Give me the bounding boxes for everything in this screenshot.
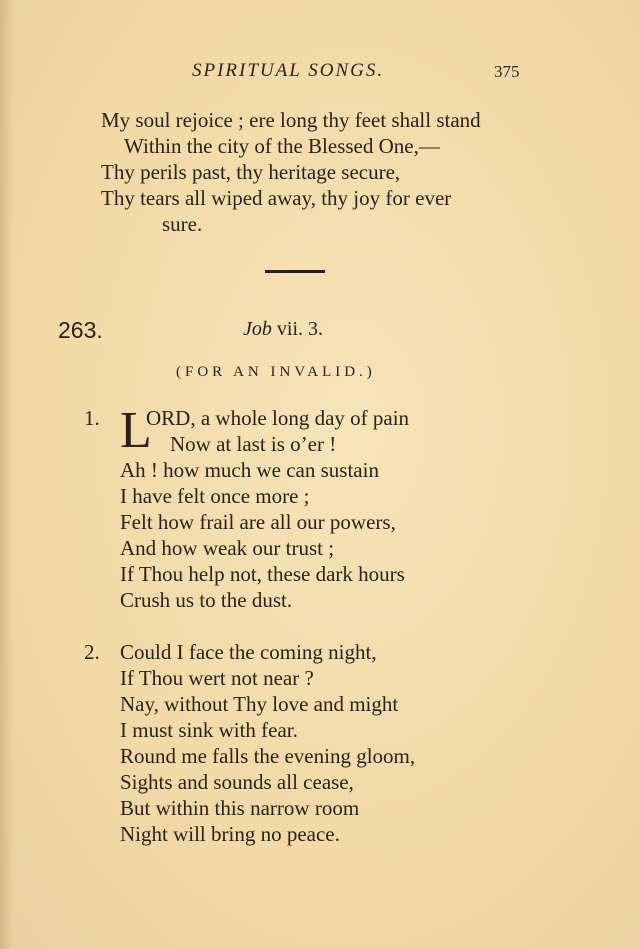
page-header xyxy=(0,60,640,88)
verse-line: But within this narrow room xyxy=(120,796,360,820)
verse-line: Within the city of the Blessed One,— xyxy=(124,134,440,158)
verse-line: Crush us to the dust. xyxy=(120,588,293,612)
scripture-book: Job xyxy=(243,318,272,340)
drop-cap: L xyxy=(120,402,152,459)
verse-line: Could I face the coming night, xyxy=(120,640,377,664)
verse-line: Ah ! how much we can sustain xyxy=(120,458,379,482)
verse-line: Thy perils past, thy heritage secure, xyxy=(101,160,401,184)
page-number: 375 xyxy=(494,62,520,81)
verse-line: Now at last is o’er ! xyxy=(170,432,337,456)
verse-line: And how weak our trust ; xyxy=(120,536,335,560)
verse-line: I have felt once more ; xyxy=(120,484,310,508)
section-divider-rule xyxy=(265,270,325,273)
verse-line: I must sink with fear. xyxy=(120,718,298,742)
verse-line: If Thou help not, these dark hours xyxy=(120,562,405,586)
verse-line: If Thou wert not near ? xyxy=(120,666,314,690)
verse-number: 1. xyxy=(84,406,100,430)
running-title: SPIRITUAL SONGS. xyxy=(192,60,385,81)
verse-line: sure. xyxy=(162,212,203,236)
verse-line: Round me falls the evening gloom, xyxy=(120,744,416,768)
verse-line: ORD, a whole long day of pain xyxy=(146,406,410,430)
scripture-reference xyxy=(243,318,323,341)
verse-line: Felt how frail are all our powers, xyxy=(120,510,396,534)
hymn-occasion: (FOR AN INVALID.) xyxy=(176,364,376,380)
verse-line: Sights and sounds all cease, xyxy=(120,770,354,794)
verse-line: Nay, without Thy love and might xyxy=(120,692,399,716)
verse-line: My soul rejoice ; ere long thy feet shall stand xyxy=(101,108,481,132)
verse-line: Thy tears all wiped away, thy joy for ever xyxy=(101,186,452,210)
verse-number: 2. xyxy=(84,640,100,664)
scripture-chapter-verse: vii. 3. xyxy=(276,318,324,340)
hymn-number: 263. xyxy=(58,317,103,343)
page-edge-shadow xyxy=(0,0,14,949)
verse-line: Night will bring no peace. xyxy=(120,822,340,846)
